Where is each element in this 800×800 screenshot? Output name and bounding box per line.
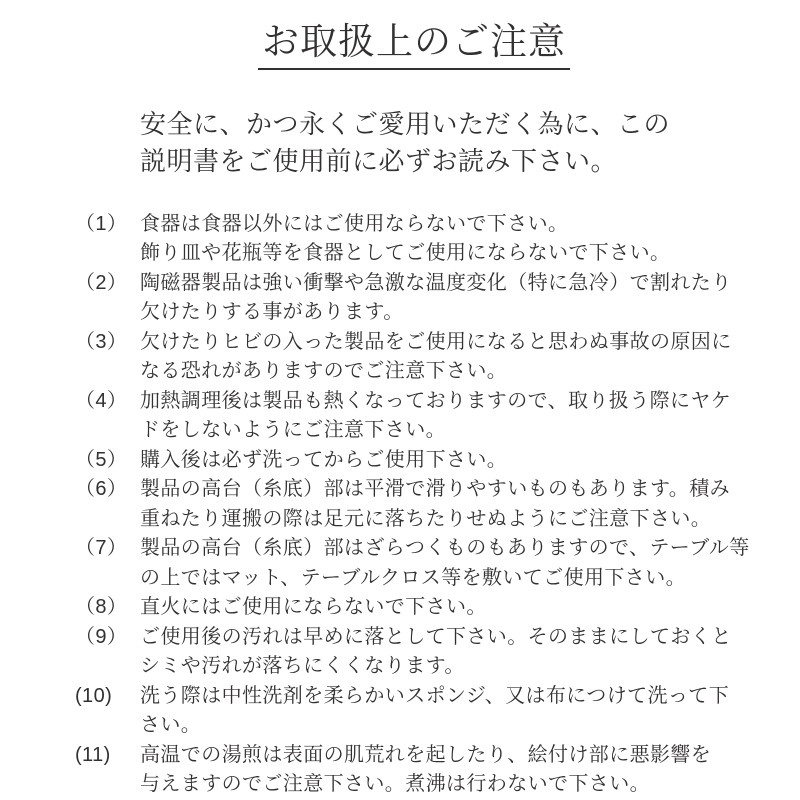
item-text xyxy=(140,682,800,741)
item-number: (11) xyxy=(75,743,111,766)
item-line: 洗う際は中性洗剤を柔らかいスポンジ、又は布につけて洗って下 xyxy=(140,684,730,707)
item-number: （4） xyxy=(75,389,128,412)
item-text xyxy=(140,741,800,800)
list-item xyxy=(75,593,800,623)
list-item xyxy=(75,387,800,446)
item-line: 陶磁器製品は強い衝撃や急激な温度変化（特に急冷）で割れたり xyxy=(140,271,732,294)
list-item xyxy=(75,741,800,800)
item-line: 高温での湯煎は表面の肌荒れを起したり、絵付け部に悪影響を xyxy=(140,743,712,766)
list-item xyxy=(75,210,800,269)
item-line: 製品の高台（糸底）部は平滑で滑りやすいものもあります。積み xyxy=(140,478,730,501)
item-line: なる恐れがありますのでご注意下さい。 xyxy=(140,360,508,383)
page-title: お取扱上のご注意 xyxy=(258,22,570,70)
item-text xyxy=(140,475,800,534)
item-line: シミや汚れが落ちにくくなります。 xyxy=(140,655,465,678)
item-line: 欠けたりする事があります。 xyxy=(140,301,404,324)
item-line: 与えますのでご注意下さい。煮沸は行わないで下さい。 xyxy=(140,773,650,796)
intro-text xyxy=(140,106,800,180)
item-line: 欠けたりヒビの入った製品をご使用になると思わぬ事故の原因に xyxy=(140,330,732,353)
item-line: 飾り皿や花瓶等を食器としてご使用にならないで下さい。 xyxy=(140,242,671,265)
list-item xyxy=(75,623,800,682)
item-number: （2） xyxy=(75,271,128,294)
item-text xyxy=(140,623,800,682)
list-item xyxy=(75,475,800,534)
item-text xyxy=(140,593,800,623)
item-text xyxy=(140,210,800,269)
list-item xyxy=(75,682,800,741)
item-text xyxy=(140,269,800,328)
item-line: 製品の高台（糸底）部はざらつくものもありますので、テーブル等 xyxy=(140,537,750,560)
title-wrap xyxy=(0,22,800,70)
list-item xyxy=(75,446,800,476)
item-line: ドをしないようにご注意下さい。 xyxy=(140,419,446,442)
item-number: （6） xyxy=(75,478,128,501)
item-number: （3） xyxy=(75,330,128,353)
item-number: （5） xyxy=(75,448,128,471)
item-text xyxy=(140,387,800,446)
item-line: 直火にはご使用にならないで下さい。 xyxy=(140,596,487,619)
item-line: さい。 xyxy=(140,714,202,737)
item-text xyxy=(140,534,800,593)
item-line: 加熱調理後は製品も熱くなっておりますので、取り扱う際にヤケ xyxy=(140,389,732,412)
list-item xyxy=(75,269,800,328)
item-line: ご使用後の汚れは早めに落として下さい。そのままにしておくと xyxy=(140,625,732,648)
precautions-list xyxy=(75,210,800,800)
item-number: （1） xyxy=(75,212,128,235)
item-number: （8） xyxy=(75,596,128,619)
item-number: (10) xyxy=(75,684,113,707)
item-line: の上ではマット、テーブルクロス等を敷いてご使用下さい。 xyxy=(140,566,686,589)
list-item xyxy=(75,328,800,387)
list-item xyxy=(75,534,800,593)
item-line: 重ねたり運搬の際は足元に落ちたりせぬようにご注意下さい。 xyxy=(140,507,712,530)
item-text xyxy=(140,446,800,476)
intro-line: 説明書をご使用前に必ずお読み下さい。 xyxy=(140,145,618,176)
intro-line: 安全に、かつ永くご愛用いただく為に、この xyxy=(140,108,671,139)
item-number: （9） xyxy=(75,625,128,648)
item-line: 購入後は必ず洗ってからご使用下さい。 xyxy=(140,448,508,471)
item-number: （7） xyxy=(75,537,128,560)
item-text xyxy=(140,328,800,387)
item-line: 食器は食器以外にはご使用ならないで下さい。 xyxy=(140,212,569,235)
